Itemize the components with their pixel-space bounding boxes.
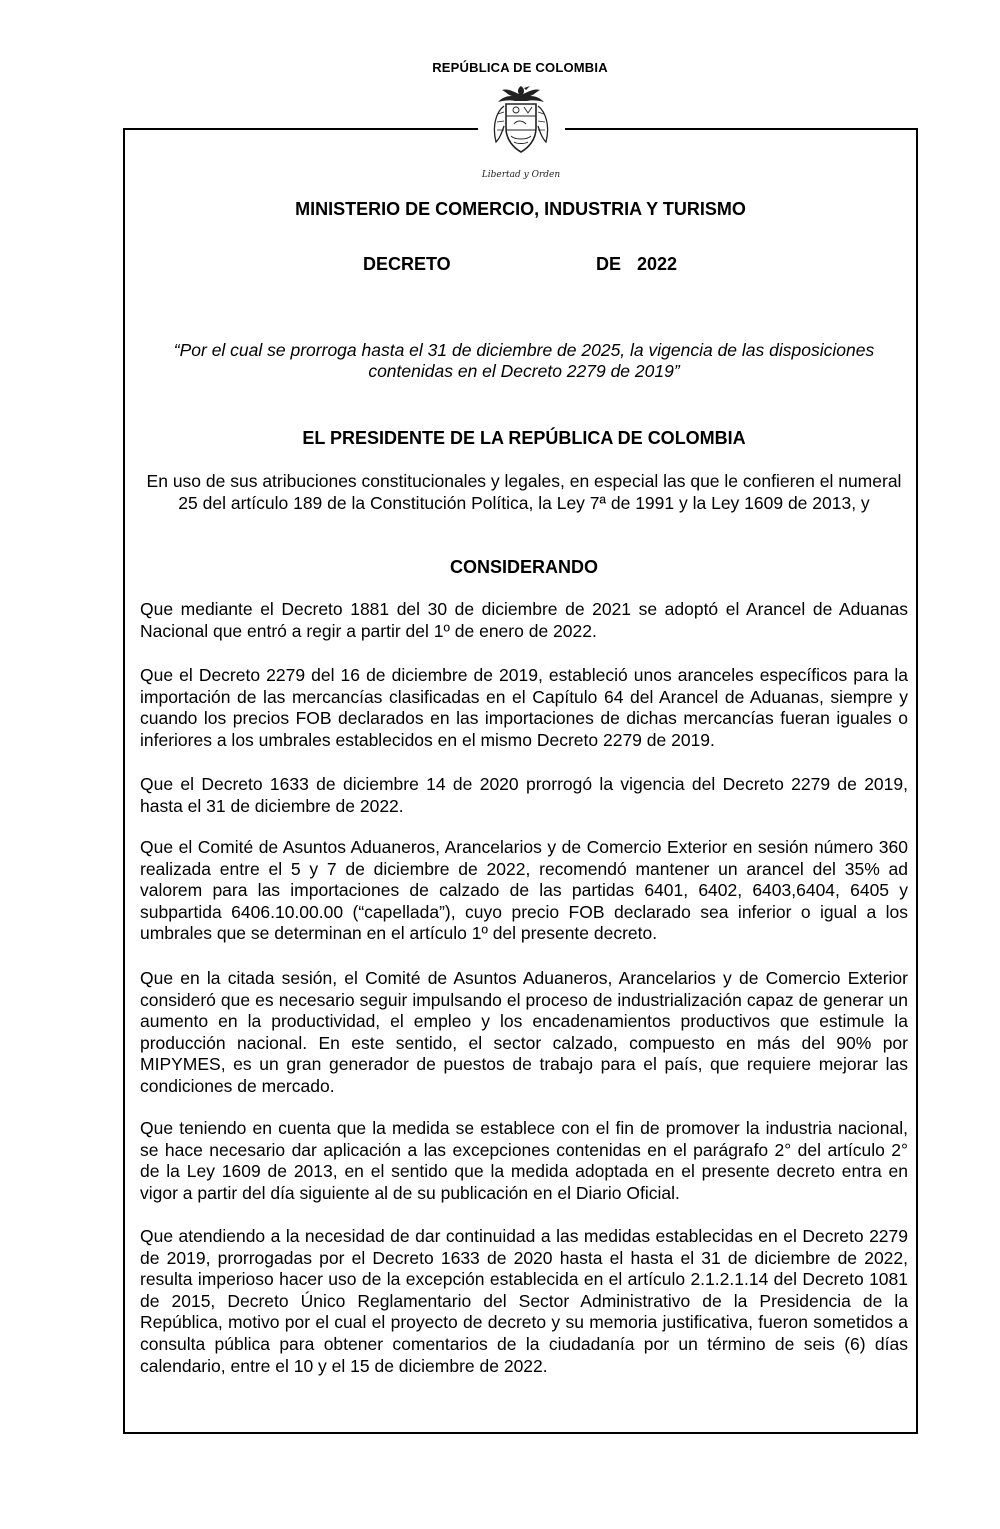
decree-label: DECRETO [363,254,451,274]
decree-de-label: DE [596,254,622,274]
considering-paragraph-6: Que teniendo en cuenta que la medida se establece con el fin de promover la industria nacional, se hace necesario dar aplicación a las excepciones contenidas en el parágrafo 2° del artículo 2° de la Ley 1609 de 2013, en el sentido que la medida adoptada en el presente decreto entra en vigor a partir del día siguiente al de su publicación en el Diario Oficial. [140,1118,908,1203]
decree-subtitle: “Por el cual se prorroga hasta el 31 de diciembre de 2025, la vigencia de las disposiciones contenidas en el Decreto 2279 de 2019” [173,340,875,381]
coat-of-arms-emblem [478,82,564,182]
considering-paragraph-2: Que el Decreto 2279 del 16 de diciembre de 2019, estableció unos aranceles específicos para la importación de las mercancías clasificadas en el Capítulo 64 del Arancel de Aduanas, siempre y cuando los precios FOB declarados en las importaciones de dichas mercancías fueran iguales o inferiores a los umbrales establecidos en el mismo Decreto 2279 de 2019. [140,665,908,750]
considering-paragraph-1: Que mediante el Decreto 1881 del 30 de diciembre de 2021 se adoptó el Arancel de Aduanas Nacional que entró a regir a partir del 1º de enero de 2022. [140,599,908,641]
considering-paragraph-3: Que el Decreto 1633 de diciembre 14 de 2020 prorrogó la vigencia del Decreto 2279 de 2019, hasta el 31 de diciembre de 2022. [140,774,908,816]
frame-top-right-rule [565,128,917,130]
frame-top-left-rule [123,128,478,130]
country-header: REPÚBLICA DE COLOMBIA [432,60,608,75]
president-heading: EL PRESIDENTE DE LA REPÚBLICA DE COLOMBIA [302,428,746,448]
considering-paragraph-4: Que el Comité de Asuntos Aduaneros, Arancelarios y de Comercio Exterior en sesión número 360 realizada entre el 5 y 7 de diciembre de 2022, recomendó mantener un arancel del 35% ad valorem para las importaciones de calzado de las partidas 6401, 6402, 6403,6404, 6405 y subpartida 6406.10.00.00 (“capellada”), cuyo precio FOB declarado sea inferior o igual a los umbrales que se determinan en el artículo 1º del presente decreto. [140,837,908,944]
ministry-heading: MINISTERIO DE COMERCIO, INDUSTRIA Y TURISMO [295,199,746,219]
svg-text:Libertad y Orden: Libertad y Orden [481,170,561,180]
considering-paragraph-5: Que en la citada sesión, el Comité de Asuntos Aduaneros, Arancelarios y de Comercio Exterior consideró que es necesario seguir impulsando el proceso de industrialización capaz de generar un aumento en la productividad, el empleo y los encadenamientos productivos que estimule la producción nacional. En este sentido, el sector calzado, compuesto en más del 90% por MIPYMES, es un gran generador de puestos de trabajo para el país, que requiere mejorar las condiciones de mercado. [140,968,908,1096]
powers-paragraph: En uso de sus atribuciones constitucionales y legales, en especial las que le confieren el numeral 25 del artículo 189 de la Constitución Política, la Ley 7ª de 1991 y la Ley 1609 de 2013, y [146,471,902,513]
considering-paragraph-7: Que atendiendo a la necesidad de dar continuidad a las medidas establecidas en el Decreto 2279 de 2019, prorrogadas por el Decreto 1633 de 2020 hasta el hasta el 31 de diciembre de 2022, resulta imperioso hacer uso de la excepción establecida en el artículo 2.1.2.1.14 del Decreto 1081 de 2015, Decreto Único Reglamentario del Sector Administrativo de la Presidencia de la República, motivo por el cual el proyecto de decreto y su memoria justificativa, fueron sometidos a consulta pública para obtener comentarios de la ciudadanía por un término de seis (6) días calendario, entre el 10 y el 15 de diciembre de 2022. [140,1226,908,1376]
considering-heading: CONSIDERANDO [449,557,598,577]
decree-year: 2022 [637,254,678,274]
